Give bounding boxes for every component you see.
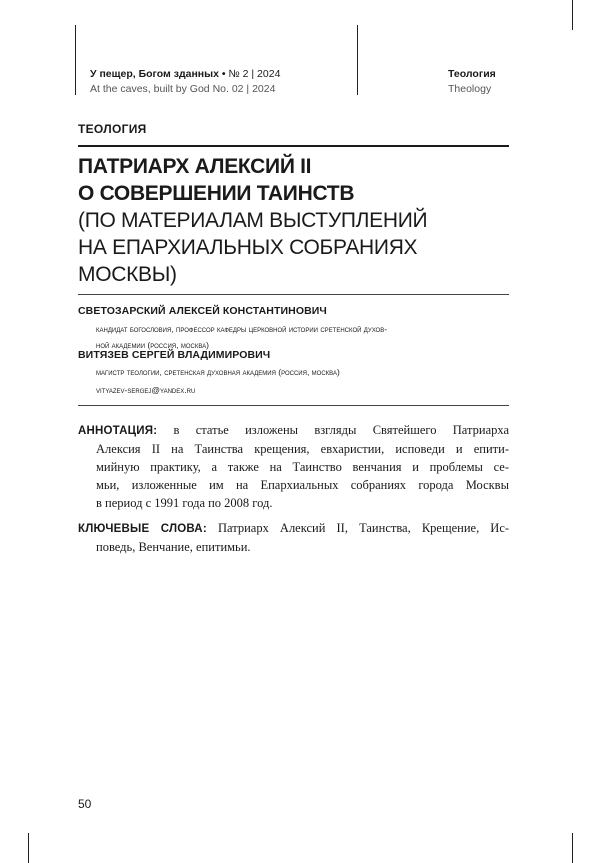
abstract-text: мьи, изложенные им на Епархиальных собраниях города Москвы <box>96 478 509 492</box>
section-ru: Теология <box>448 68 496 80</box>
affiliation-line: ной академии (россия, москва) <box>96 340 209 350</box>
affiliation-line: кандидат богословия, профессор кафедры церковной истории сретенской духов- <box>96 324 388 334</box>
author-affiliation <box>96 364 516 380</box>
section-en: Theology <box>448 83 492 95</box>
journal-title-en: At the caves, built by God <box>90 83 210 95</box>
keywords-label: КЛЮЧЕВЫЕ СЛОВА: <box>78 523 207 535</box>
running-header-en <box>90 81 275 97</box>
affiliation-line: магистр теологии, сретенская духовная академия (россия, москва) <box>96 367 340 377</box>
keywords <box>78 519 509 556</box>
crop-mark <box>357 25 358 95</box>
abstract-text: Алексия II на Таинства крещения, евхаристии, исповеди и епити- <box>96 442 509 456</box>
author-name: СВЕТОЗАРСКИЙ АЛЕКСЕЙ КОНСТАНТИНОВИЧ <box>78 305 327 317</box>
title-line: О СОВЕРШЕНИИ ТАИНСТВ <box>78 182 355 205</box>
page-number: 50 <box>78 797 92 811</box>
section-header-ru <box>448 66 496 82</box>
keywords-text: поведь, Венчание, епитимьи. <box>96 540 251 554</box>
section-header-en <box>448 81 491 97</box>
journal-title-ru: У пещер, Богом зданных <box>90 68 219 80</box>
issue-en: No. 02 | 2024 <box>212 83 276 95</box>
abstract <box>78 421 509 512</box>
divider <box>78 294 509 295</box>
keywords-text: Патриарх Алексий II, Таинства, Крещение, Ис- <box>217 521 510 535</box>
divider <box>78 405 509 406</box>
crop-mark <box>75 25 76 95</box>
subtitle-line: МОСКВЫ) <box>78 263 177 286</box>
author-name: ВИТЯЗЕВ СЕРГЕЙ ВЛАДИМИРОВИЧ <box>78 349 271 361</box>
issue-ru: № 2 | 2024 <box>228 68 281 80</box>
abstract-text: в статье изложены взгляды Святейшего Патриарха <box>173 423 509 437</box>
running-header-ru: У пещер, Богом зданных • № 2 | 2024 <box>90 68 281 80</box>
subtitle-line: НА ЕПАРХИАЛЬНЫХ СОБРАНИЯХ <box>78 236 418 259</box>
crop-mark <box>28 833 29 863</box>
author-email: vityazev-sergej@yandex.ru <box>96 385 196 395</box>
abstract-text: мийную практику, а также на Таинство венчания и проблемы се- <box>96 460 509 474</box>
title-line: ПАТРИАРХ АЛЕКСИЙ II <box>78 155 312 178</box>
subtitle-line: (ПО МАТЕРИАЛАМ ВЫСТУПЛЕНИЙ <box>78 209 428 232</box>
crop-mark <box>572 833 573 863</box>
section-label: ТЕОЛОГИЯ <box>78 122 147 136</box>
article-title <box>78 153 518 288</box>
crop-mark <box>572 0 573 30</box>
abstract-text: в период с 1991 года по 2008 год. <box>96 496 273 510</box>
divider <box>78 145 509 147</box>
abstract-label: АННОТАЦИЯ: <box>78 425 158 437</box>
